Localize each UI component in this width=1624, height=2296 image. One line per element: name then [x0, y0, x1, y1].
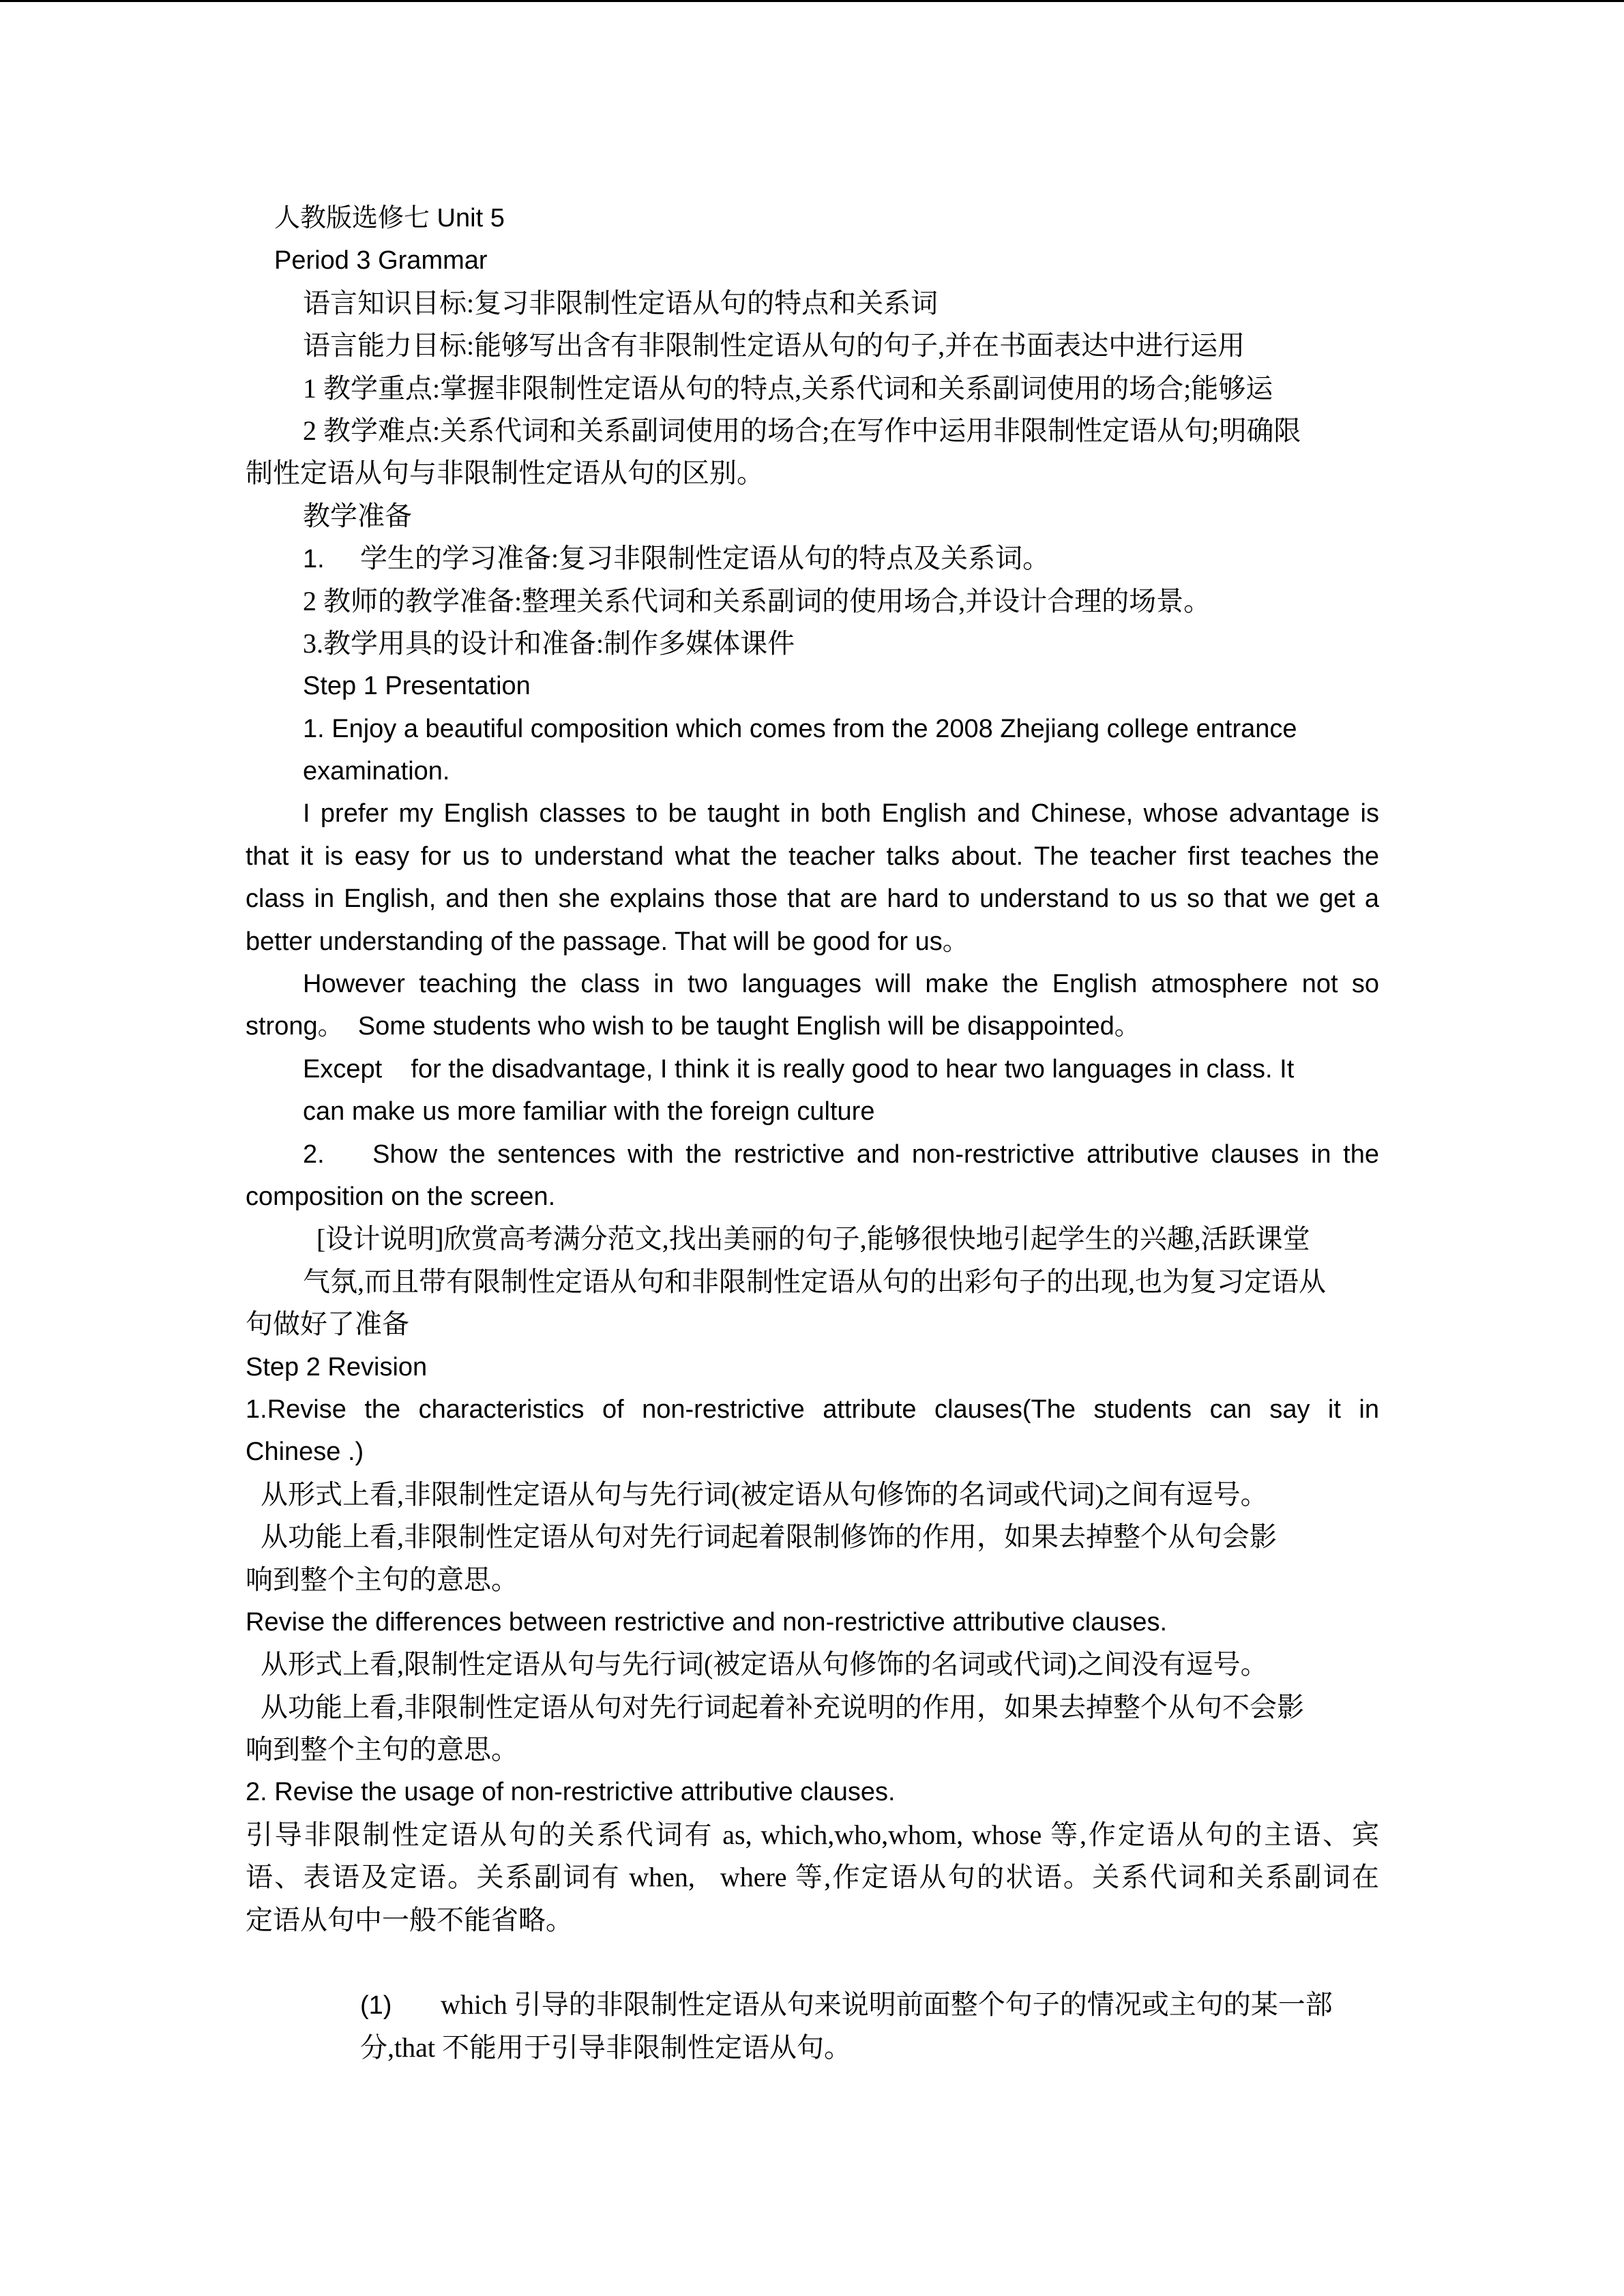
- difference-function-cont: 响到整个主句的意思。: [246, 1734, 518, 1765]
- doc-title: 人教版选修七 Unit 5: [274, 204, 505, 233]
- composition-p1-line4: better understanding of the passage. That will be good for us。: [246, 927, 969, 956]
- prep-item-2: 2 教师的教学准备:整理关系代词和关系副词的使用场合,并设计合理的场景。: [303, 585, 1211, 616]
- prep-item-1-number: 1.: [303, 545, 325, 574]
- usage-line2: 语、表语及定语。关系副词有 when, where 等,作定语从句的状语。关系代词和关系副词在: [246, 1862, 1379, 1893]
- document-body: [246, 197, 1379, 2069]
- prep-item-3: 3.教学用具的设计和准备:制作多媒体课件: [303, 627, 795, 659]
- teaching-difficulty: 2 教学难点:关系代词和关系副词使用的场合;在写作中运用非限制性定语从句;明确限: [303, 415, 1301, 446]
- prep-heading: 教学准备: [303, 500, 412, 531]
- objective-knowledge: 语言知识目标:复习非限制性定语从句的特点和关系词: [303, 287, 939, 318]
- step2-heading: Step 2 Revision: [246, 1352, 428, 1382]
- composition-p1-line3: class in English, and then she explains those that are hard to understand to us so that we get a: [246, 884, 1379, 914]
- step1-item-2: 2. Show the sentences with the restrictive and non-restrictive attributive clauses in the: [303, 1139, 1379, 1169]
- composition-p1-line2: that it is easy for us to understand what the teacher talks about. The teacher first teaches the: [246, 841, 1379, 871]
- usage-rule-1: (1) which 引导的非限制性定语从句来说明前面整个句子的情况或主句的某一部: [246, 1984, 1379, 2026]
- step2-item-1: 1.Revise the characteristics of non-restrictive attribute clauses(The students can say it in: [246, 1395, 1379, 1424]
- characteristic-function: 从功能上看,非限制性定语从句对先行词起着限制修饰的作用，如果去掉整个从句会影: [261, 1521, 1277, 1553]
- design-note-line3: 句做好了准备: [246, 1309, 409, 1340]
- teaching-focus: 1 教学重点:掌握非限制性定语从句的特点,关系代词和关系副词使用的场合;能够运: [303, 372, 1273, 404]
- doc-title-line: [246, 197, 1379, 239]
- composition-p2-line1: However teaching the class in two languages will make the English atmosphere not so: [303, 970, 1379, 999]
- blank-line: [246, 1941, 1379, 1984]
- step1-heading: Step 1 Presentation: [303, 672, 531, 701]
- difference-form: 从形式上看,限制性定语从句与先行词(被定语从句修饰的名词或代词)之间没有逗号。: [261, 1649, 1268, 1680]
- objective-ability: 语言能力目标:能够写出含有非限制性定语从句的句子,并在书面表达中进行运用: [303, 330, 1245, 361]
- prep-item-1: 1. 学生的学习准备:复习非限制性定语从句的特点及关系词。: [246, 537, 1379, 580]
- usage-rule-1-cont: 分,that 不能用于引导非限制性定语从句。: [360, 2031, 851, 2063]
- composition-p2-line2: strong。 Some students who wish to be taught English will be disappointed。: [246, 1012, 1140, 1041]
- difference-function: 从功能上看,非限制性定语从句对先行词起着补充说明的作用，如果去掉整个从句不会影: [261, 1691, 1304, 1723]
- design-note-line1: [设计说明]欣赏高考满分范文,找出美丽的句子,能够很快地引起学生的兴趣,活跃课堂: [316, 1223, 1310, 1255]
- step1-item-1-cont: examination.: [303, 757, 450, 786]
- step1-item-2-cont: composition on the screen.: [246, 1182, 556, 1211]
- composition-p1-line1: I prefer my English classes to be taught in both English and Chinese, whose advantage is: [303, 799, 1379, 829]
- differences-heading: Revise the differences between restrictive and non-restrictive attributive clauses.: [246, 1607, 1168, 1637]
- period-line: [246, 239, 1379, 282]
- usage-line1: 引导非限制性定语从句的关系代词有 as, which,who,whom, whose 等,作定语从句的主语、宾: [246, 1819, 1379, 1850]
- usage-line3: 定语从句中一般不能省略。: [246, 1904, 573, 1935]
- composition-p3-line2: can make us more familiar with the foreign culture: [303, 1097, 875, 1127]
- characteristic-function-cont: 响到整个主句的意思。: [246, 1564, 518, 1595]
- design-note-line2: 气氛,而且带有限制性定语从句和非限制性定语从句的出彩句子的出现,也为复习定语从: [303, 1266, 1326, 1297]
- period-title: Period 3 Grammar: [274, 246, 488, 275]
- usage-rule-1-number: (1): [360, 1991, 392, 2021]
- step1-item-1: 1. Enjoy a beautiful composition which comes from the 2008 Zhejiang college entrance: [303, 714, 1297, 743]
- composition-p3-line1: Except for the disadvantage, I think it is really good to hear two languages in class. It: [303, 1054, 1295, 1084]
- step2-item-1-cont: Chinese .): [246, 1437, 364, 1467]
- teaching-difficulty-cont: 制性定语从句与非限制性定语从句的区别。: [246, 458, 764, 489]
- step2-item-2: 2. Revise the usage of non-restrictive attributive clauses.: [246, 1778, 896, 1807]
- characteristic-form: 从形式上看,非限制性定语从句与先行词(被定语从句修饰的名词或代词)之间有逗号。: [261, 1478, 1268, 1510]
